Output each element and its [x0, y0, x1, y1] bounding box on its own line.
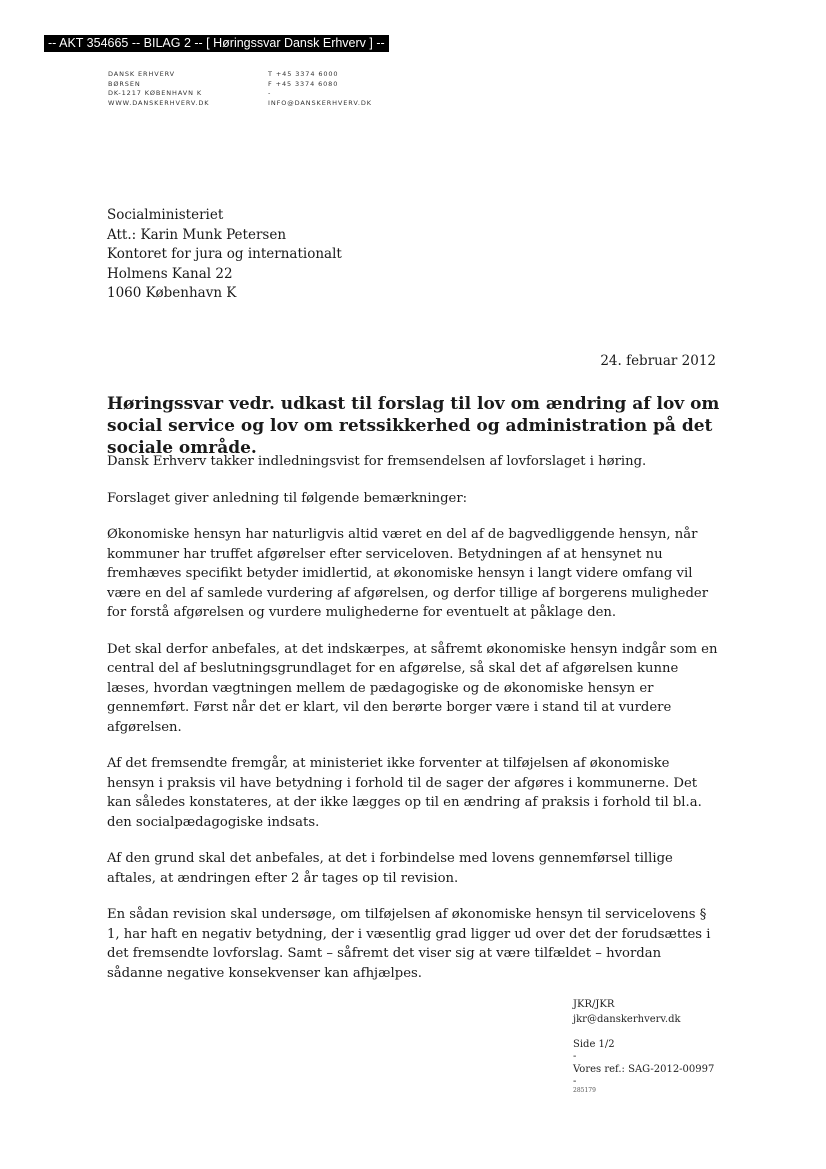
- recipient-line: 1060 København K: [107, 285, 237, 301]
- body-paragraph: Økonomiske hensyn har naturligvis altid været en del af de bagvedliggende hensyn, når kommuner har truffet afgørelser efter serviceloven. Betydningen af at hensynet nu fremhæves specifikt betyder imidlertid, at økonomiske hensyn i langt videre omfang vil være en del af samlede vurdering af afgørelsen, og derfor tillige af borgerens muligheder for forstå afgørelsen og vurdere mulighederne for eventuelt at påklage den.: [107, 527, 708, 620]
- recipient-line: Kontoret for jura og internationalt: [107, 246, 342, 262]
- letterhead-company: DANSK ERHVERV: [108, 70, 176, 78]
- recipient-line: Att.: Karin Munk Petersen: [107, 226, 287, 243]
- letterhead-fax: F +45 3374 6080: [268, 79, 339, 88]
- document-banner: -- AKT 354665 -- BILAG 2 -- [ Høringssvar Dansk Erhverv ] --: [44, 35, 389, 52]
- body-paragraph: Det skal derfor anbefales, at det indskærpes, at såfremt økonomiske hensyn indgår som en central del af beslutningsgrundlaget for en afgørelse, så skal det af afgørelsen kunne læses, hvordan vægtningen mellem de pædagogiske og de økonomiske hensyn er gennemført. Først når det er klart, vil den berørte borger være i stand til at vurdere afgørelsen.: [107, 641, 718, 735]
- letterhead-website: WWW.DANSKERHVERV.DK: [108, 98, 210, 107]
- letter-body: [107, 452, 719, 1000]
- letterhead-city: DK-1217 KØBENHAVN K: [108, 89, 203, 97]
- recipient-line: Socialministeriet: [107, 207, 224, 223]
- footer-initials: JKR/JKR: [573, 999, 615, 1010]
- footer-reference: Vores ref.: SAG-2012-00997: [573, 1064, 715, 1075]
- footer-separator: -: [573, 1051, 577, 1062]
- letter-title: Høringssvar vedr. udkast til forslag til lov om ændring af lov om social service og lov om retssikkerhed og administration på det sociale område.: [107, 394, 720, 458]
- recipient-line: Holmens Kanal 22: [107, 265, 233, 282]
- letterhead-building: BØRSEN: [108, 79, 141, 88]
- footer-page-number: Side 1/2: [573, 1039, 615, 1050]
- body-paragraph: Af den grund skal det anbefales, at det i forbindelse med lovens gennemførsel tillige aftales, at ændringen efter 2 år tages op til revision.: [107, 851, 673, 886]
- recipient-address: [107, 206, 342, 304]
- footer-email: jkr@danskerhverv.dk: [573, 1014, 681, 1025]
- letterhead-address: [108, 70, 209, 108]
- letterhead-contact: [268, 70, 372, 108]
- footer-separator: -: [573, 1076, 577, 1087]
- letter-footer: [573, 997, 714, 1095]
- body-paragraph: Forslaget giver anledning til følgende bemærkninger:: [107, 490, 468, 506]
- letterhead-separator: -: [268, 89, 272, 97]
- letterhead-email: INFO@DANSKERHVERV.DK: [268, 98, 372, 107]
- footer-document-number: 285179: [573, 1087, 596, 1094]
- body-paragraph: Af det fremsendte fremgår, at ministeriet ikke forventer at tilføjelsen af økonomiske hensyn i praksis vil have betydning i forhold til de sager der afgøres i kommunerne. Det kan således konstateres, at der ikke lægges op til en ændring af praksis i forhold til bl.a. den socialpædagogiske indsats.: [107, 756, 702, 830]
- body-paragraph: En sådan revision skal undersøge, om tilføjelsen af økonomiske hensyn til servicelovens § 1, har haft en negativ betydning, der i væsentlig grad ligger ud over det der forudsættes i det fremsendte lovforslag. Samt – såfremt det viser sig at være tilfældet – hvordan sådanne negative konsekvenser kan afhjælpes.: [107, 907, 711, 981]
- letterhead-phone: T +45 3374 6000: [268, 70, 339, 78]
- letter-date: 24. februar 2012: [600, 353, 716, 369]
- body-paragraph: Dansk Erhverv takker indledningsvist for fremsendelsen af lovforslaget i høring.: [107, 454, 647, 469]
